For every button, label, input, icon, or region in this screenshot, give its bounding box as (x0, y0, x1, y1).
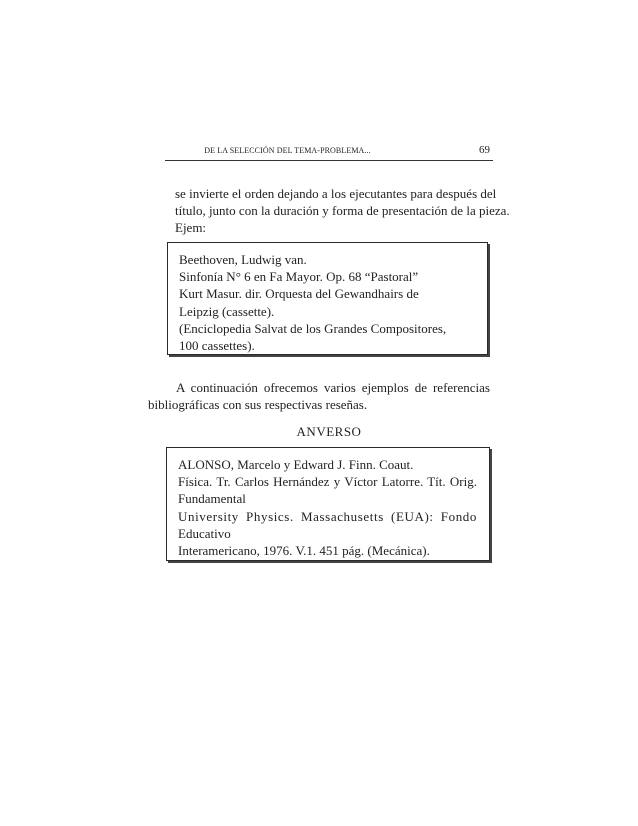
example-line-2: Sinfonía N° 6 en Fa Mayor. Op. 68 “Pastoral” (179, 269, 419, 285)
continuation-paragraph (148, 379, 490, 413)
anverso-line-6: Interamericano, 1976. V.1. 451 pág. (Mecánica). (178, 543, 430, 559)
anverso-line-2: Física. Tr. Carlos Hernández y Víctor Latorre. Tít. Orig. (178, 474, 477, 490)
section-title-anverso: ANVERSO (296, 424, 362, 439)
example-line-3: Kurt Masur. dir. Orquesta del Gewandhairs de (179, 286, 419, 302)
example-line-6: 100 cassettes). (179, 338, 255, 354)
example-reference-text (179, 251, 446, 354)
intro-paragraph (175, 185, 510, 236)
header-rule (165, 160, 493, 161)
continuation-line-2: bibliográficas con sus respectivas reseñas. (148, 397, 368, 412)
anverso-line-3: Fundamental (178, 491, 246, 507)
page-number: 69 (479, 144, 490, 156)
intro-line-3: Ejem: (175, 220, 207, 235)
anverso-reference-text (178, 456, 477, 559)
intro-line-1: se invierte el orden dejando a los ejecutantes para después del (175, 186, 497, 201)
example-line-1: Beethoven, Ludwig van. (179, 252, 307, 267)
anverso-line-5: Educativo (178, 525, 231, 541)
example-line-5: (Enciclopedia Salvat de los Grandes Compositores, (179, 320, 447, 336)
anverso-reference-box (166, 447, 490, 561)
continuation-line-1: A continuación ofrecemos varios ejemplos de referencias (176, 380, 490, 395)
anverso-line-1: ALONSO, Marcelo y Edward J. Finn. Coaut. (178, 457, 414, 472)
running-head: DE LA SELECCIÓN DEL TEMA-PROBLEMA... (204, 146, 371, 155)
example-reference-box (167, 242, 488, 355)
intro-line-2: título, junto con la duración y forma de presentación de la pieza. (175, 203, 510, 218)
anverso-line-4: University Physics. Massachusetts (EUA): Fondo (178, 508, 477, 524)
example-line-4: Leipzig (cassette). (179, 303, 275, 319)
